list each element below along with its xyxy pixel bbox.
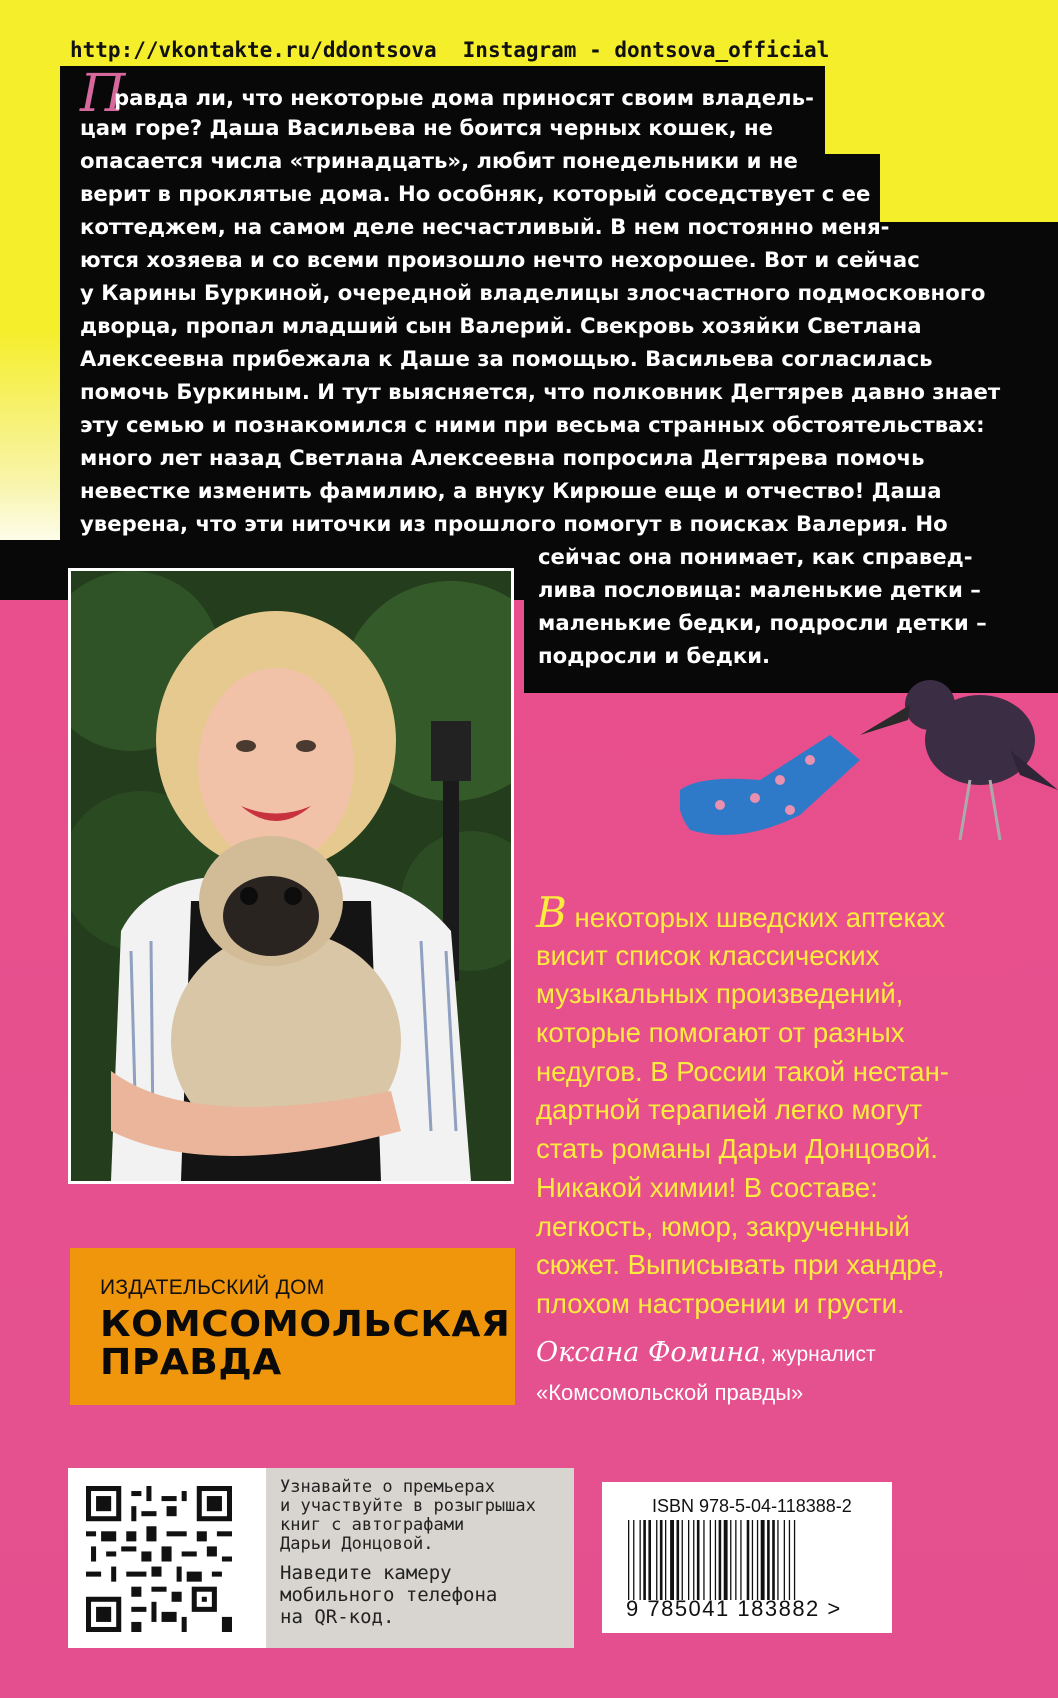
annotation-line: маленькие бедки, подросли детки – xyxy=(538,610,987,635)
annotation-line: ются хозяева и со всеми произошло нечто нехорошее. Вот и сейчас xyxy=(80,247,920,272)
barcode-bar xyxy=(682,1520,683,1600)
annotation-line-text: равда ли, что некоторые дома приносят своим владель- xyxy=(114,85,814,110)
annotation-line: дворца, пропал младший сын Валерий. Свекровь хозяйки Светлана xyxy=(80,313,922,338)
publisher-name-line: ПРАВДА xyxy=(100,1342,282,1383)
publisher-small-label: ИЗДАТЕЛЬСКИЙ ДОМ xyxy=(100,1276,325,1299)
barcode-bar xyxy=(757,1520,758,1600)
qr-block xyxy=(68,1468,574,1648)
annotation-line: невестке изменить фамилию, а внуку Кирюше еще и отчество! Даша xyxy=(80,478,942,503)
barcode-bar xyxy=(710,1520,711,1600)
instagram-link[interactable]: Instagram - dontsova_official xyxy=(462,38,830,62)
quote-line xyxy=(536,888,1036,937)
barcode-bar xyxy=(648,1520,651,1600)
author-photo xyxy=(68,568,514,1184)
crow-with-sock-illustration xyxy=(680,680,1058,850)
quote-line: дартной терапией легко могут xyxy=(536,1094,923,1126)
author-with-pug-illustration xyxy=(71,571,511,1181)
quote-line: которые помогают от разных xyxy=(536,1017,905,1049)
barcode-bar xyxy=(703,1520,704,1600)
quote-line: недугов. В России такой нестан- xyxy=(536,1055,949,1087)
barcode-bar xyxy=(724,1520,728,1600)
quote-line: легкость, юмор, закрученный xyxy=(536,1210,910,1242)
quote-outlet: «Комсомольской правды» xyxy=(536,1380,804,1405)
quote-line: плохом настроении и грусти. xyxy=(536,1287,905,1319)
annotation-line: цам горе? Даша Васильева не боится черных кошек, не xyxy=(80,115,774,140)
annotation-line: много лет назад Светлана Алексеевна попросила Дегтярева помочь xyxy=(80,445,925,470)
annotation-line: Алексеевна прибежала к Даше за помощью. Васильева согласилась xyxy=(80,346,933,371)
barcode-bar xyxy=(740,1520,741,1600)
isbn-label: ISBN 978-5-04-118388-2 xyxy=(652,1496,852,1516)
barcode-bar xyxy=(789,1520,790,1600)
publisher-name xyxy=(100,1306,510,1382)
quote-signature xyxy=(536,1337,1046,1368)
annotation-line: опасается числа «тринадцать», любит понедельники и не xyxy=(80,148,798,173)
qr-text-line: на QR-код. xyxy=(280,1606,395,1628)
quote-author: Оксана Фомина xyxy=(536,1337,761,1368)
vk-link[interactable]: http://vkontakte.ru/ddontsova xyxy=(70,38,437,62)
author-links xyxy=(70,36,830,64)
annotation-line: коттеджем, на самом деле несчастливый. В нем постоянно меня- xyxy=(80,214,890,239)
barcode-bar xyxy=(715,1520,716,1600)
isbn-barcode-block xyxy=(602,1482,892,1633)
barcode-bar xyxy=(777,1520,778,1600)
barcode-bar xyxy=(767,1520,770,1600)
barcode-icon xyxy=(626,1520,882,1600)
barcode-bar xyxy=(633,1520,634,1600)
annotation-line: у Карины Буркиной, очередной владелицы злосчастного подмосковного xyxy=(80,280,986,305)
annotation-line xyxy=(80,64,960,124)
barcode-bar xyxy=(643,1520,646,1600)
barcode-bar xyxy=(693,1520,694,1600)
publisher-logo xyxy=(70,1248,515,1405)
quote-first-line: некоторых шведских аптеках xyxy=(566,902,946,933)
barcode-bar xyxy=(656,1520,657,1600)
annotation-line: верит в проклятые дома. Но особняк, который соседствует с ее xyxy=(80,181,871,206)
publisher-name-line: КОМСОМОЛЬСКАЯ xyxy=(100,1304,511,1345)
barcode-bar xyxy=(794,1520,795,1600)
barcode-bar xyxy=(719,1520,722,1600)
qr-text-line: Узнавайте о премьерах xyxy=(280,1477,495,1497)
quote-drop-cap: В xyxy=(536,888,567,937)
barcode-bar xyxy=(660,1520,663,1600)
qr-code-icon[interactable] xyxy=(86,1486,232,1632)
quote-line: Никакой химии! В составе: xyxy=(536,1171,878,1203)
barcode-bar xyxy=(670,1520,674,1600)
quote-author-role: , журналист xyxy=(760,1343,876,1366)
barcode-bar xyxy=(735,1520,736,1600)
barcode-bar xyxy=(752,1520,753,1600)
barcode-bar xyxy=(640,1520,641,1600)
barcode-bar xyxy=(628,1520,629,1600)
barcode-bar xyxy=(747,1520,750,1600)
qr-text-line: мобильного телефона xyxy=(280,1584,498,1606)
barcode-bar xyxy=(784,1520,785,1600)
quote-line: сюжет. Выписывать при хандре, xyxy=(536,1249,945,1281)
annotation-line: сейчас она понимает, как справед- xyxy=(538,544,973,569)
barcode-bar xyxy=(697,1520,700,1600)
quote-line: стать романы Дарьи Донцовой. xyxy=(536,1133,938,1165)
review-quote xyxy=(536,888,1036,1324)
annotation-line: эту семью и познакомился с ними при весьма странных обстоятельствах: xyxy=(80,412,985,437)
annotation-line: уверена, что эти ниточки из прошлого помогут в поисках Валерия. Но xyxy=(80,511,948,536)
barcode-digits: 9 785041 183882 > xyxy=(626,1596,842,1621)
qr-instructions xyxy=(266,1468,574,1648)
qr-text-line: Дарьи Донцовой. xyxy=(280,1534,434,1554)
barcode-bar xyxy=(761,1520,765,1600)
qr-scan-instructions xyxy=(280,1562,560,1628)
annotation-line: лива пословица: маленькие детки – xyxy=(538,577,981,602)
annotation-line: помочь Буркиным. И тут выясняется, что полковник Дегтярев давно знает xyxy=(80,379,1001,404)
drop-cap: П xyxy=(80,64,126,124)
qr-text-line: Наведите камеру xyxy=(280,1562,452,1584)
barcode-bar xyxy=(677,1520,680,1600)
barcode-bar xyxy=(772,1520,775,1600)
barcode-bar xyxy=(665,1520,666,1600)
barcode-bar xyxy=(730,1520,731,1600)
barcode-bar xyxy=(688,1520,689,1600)
quote-line: висит список классических xyxy=(536,939,880,971)
annotation-line: подросли и бедки. xyxy=(538,643,771,668)
qr-text-line: и участвуйте в розыгрышах xyxy=(280,1496,536,1516)
quote-line: музыкальных произведений, xyxy=(536,978,904,1010)
qr-text-line: книг с автографами xyxy=(280,1515,465,1535)
